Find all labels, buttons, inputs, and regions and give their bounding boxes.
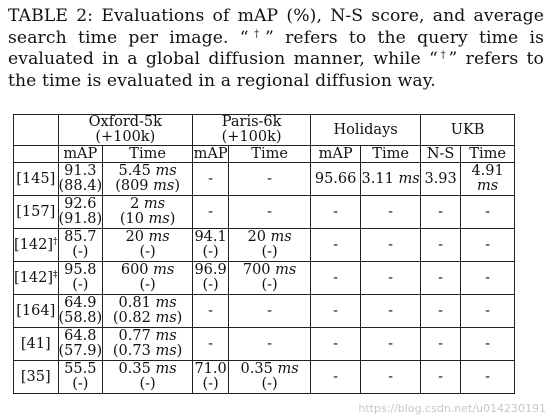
value-main: 64.8 [64,328,97,344]
method-ref: [164] [16,302,56,319]
value-main: - [438,203,444,220]
value-cell [311,229,361,262]
value-cell [461,295,515,328]
value-sub: (-) [202,277,219,293]
value-main: 20 ms [125,229,170,245]
value-cell [461,262,515,295]
value-sub: (0.73 ms) [112,343,183,359]
value-cell [421,361,461,394]
value-main: - [438,368,444,385]
value-main: 96.9 [194,262,227,278]
unit-ms: ms [155,163,177,179]
value-cell [311,361,361,394]
unit-ms: ms [277,361,299,377]
method-ref: [142] [14,269,53,286]
value-cell [103,163,193,196]
table-caption [8,6,544,92]
value-cell [58,361,103,394]
caption-mark2: † [437,50,449,61]
header-dataset: Paris-6k (+100k) [193,115,311,146]
value-cell [103,196,193,229]
method-ref: [41] [20,335,51,352]
method-mark: ‡ [53,269,58,280]
value-cell [103,229,193,262]
value-cell [421,196,461,229]
value-cell [58,229,103,262]
value-main: - [388,236,394,253]
table-row [14,229,515,262]
value-cell [361,262,421,295]
table-row [14,262,515,295]
value-main: - [388,203,394,220]
header-row-metrics [14,146,515,163]
value-cell [361,163,421,196]
caption-part3: ” refers to the time is evaluated in a regional diffusion way. [8,49,544,91]
caption-part2: ” refers to the query time is evaluated in a global diffusion manner, while “ [8,27,544,69]
value-main: 91.3 [64,163,97,179]
value-sub: (10 ms) [119,211,176,227]
unit-ms: ms [398,170,420,187]
value-main: - [485,302,491,319]
method-ref: [142] [14,236,53,253]
method-mark: † [53,236,58,247]
value-main: 0.35 ms [118,361,177,377]
value-main: - [333,335,339,352]
value-main: 95.66 [314,170,357,187]
value-main: - [267,203,273,220]
value-main: - [438,335,444,352]
value-cell [311,295,361,328]
method-ref: [145] [16,170,56,187]
value-main: - [208,335,214,352]
value-cell [421,262,461,295]
value-cell [58,328,103,361]
table-row [14,295,515,328]
value-main: 0.35 ms [240,361,299,377]
table-row [14,196,515,229]
results-table-wrapper [13,114,515,394]
value-cell [103,262,193,295]
unit-ms: ms [270,229,292,245]
value-cell [103,295,193,328]
value-cell [421,163,461,196]
value-main: 85.7 [64,229,97,245]
value-cell [311,262,361,295]
value-sub: (-) [202,376,219,392]
table-row [14,328,515,361]
value-main: 5.45 ms [118,163,177,179]
value-cell [229,163,311,196]
value-cell [461,163,515,196]
value-cell [229,295,311,328]
unit-ms: ms [143,196,166,212]
value-cell [229,361,311,394]
value-cell [193,262,229,295]
value-cell [193,196,229,229]
value-sub: (-) [202,244,219,260]
value-cell [193,328,229,361]
value-main: - [208,302,214,319]
value-sub: (58.8) [58,310,103,326]
value-cell [58,295,103,328]
value-sub: (-) [261,244,278,260]
value-cell [193,163,229,196]
value-cell [229,196,311,229]
value-main: - [438,302,444,319]
value-main: 20 ms [247,229,292,245]
value-main: - [438,269,444,286]
unit-ms: ms [477,178,499,194]
header-metric: mAP [311,146,361,163]
method-cell [14,262,59,295]
value-cell [361,295,421,328]
value-main: 600 ms [120,262,175,278]
method-cell [14,196,59,229]
value-main: - [333,203,339,220]
header-corner [14,115,59,146]
method-cell [14,328,59,361]
value-cell [461,361,515,394]
value-sub: (88.4) [58,178,103,194]
watermark: https://blog.csdn.net/u014230191 [358,402,546,415]
value-main: - [267,302,273,319]
value-cell [58,196,103,229]
unit-ms: ms [153,262,175,278]
table-row [14,361,515,394]
value-cell [311,196,361,229]
value-cell [193,361,229,394]
header-metric: Time [361,146,421,163]
method-ref: [35] [20,368,51,385]
value-main: - [438,236,444,253]
value-sub: (-) [72,277,89,293]
value-main: - [208,170,214,187]
unit-ms: ms [155,295,177,311]
value-sub: (809 ms) [115,178,181,194]
value-cell [311,163,361,196]
value-main: 64.9 [64,295,97,311]
unit-ms: ms [275,262,297,278]
value-cell [229,229,311,262]
caption-part1: TABLE 2: Evaluations of mAP (%), N-S score, and average search time per image. “ [8,6,544,48]
value-main: 94.1 [194,229,227,245]
value-cell [361,361,421,394]
unit-ms: ms [155,310,177,326]
value-main: - [388,335,394,352]
results-table [13,114,515,394]
value-cell [58,163,103,196]
unit-ms: ms [153,178,175,194]
value-main: - [485,236,491,253]
value-sub: (-) [72,244,89,260]
value-main: 700 ms [242,262,297,278]
value-cell [361,328,421,361]
value-main: 3.93 [424,170,457,187]
value-main: - [485,203,491,220]
unit-ms: ms [155,361,177,377]
header-metric: N-S [421,146,461,163]
value-cell [229,328,311,361]
value-cell [421,229,461,262]
unit-ms: ms [155,343,177,359]
unit-ms: ms [148,211,170,227]
caption-mark1: † [248,28,266,40]
unit-ms: ms [155,328,177,344]
value-main: - [485,335,491,352]
value-sub: (91.8) [58,211,103,227]
value-cell [461,229,515,262]
value-main: 3.11 ms [361,170,420,187]
value-main: - [333,368,339,385]
header-dataset: Holidays [311,115,421,146]
value-main: - [267,170,273,187]
value-main: 55.5 [64,361,97,377]
header-metric: Time [103,146,193,163]
value-cell [103,328,193,361]
value-cell [58,262,103,295]
value-cell [421,295,461,328]
value-main: - [333,302,339,319]
method-ref: [157] [16,203,56,220]
value-sub: (-) [139,277,156,293]
value-main: - [485,368,491,385]
value-main: - [267,335,273,352]
value-cell [103,361,193,394]
header-row-datasets [14,115,515,146]
value-cell [421,328,461,361]
value-sub: (-) [261,376,278,392]
method-cell [14,361,59,394]
value-sub: (-) [261,277,278,293]
value-main: - [333,269,339,286]
header-dataset: Oxford-5k (+100k) [58,115,193,146]
unit-ms: ms [148,229,170,245]
value-cell [311,328,361,361]
value-sub: (-) [72,376,89,392]
value-cell [229,262,311,295]
value-main: 4.91 ms [471,163,504,194]
header-corner-sub [14,146,59,163]
value-main: - [388,269,394,286]
value-main: 95.8 [64,262,97,278]
value-main: 71.0 [194,361,227,377]
value-sub: (-) [139,376,156,392]
value-main: - [333,236,339,253]
header-metric: mAP [58,146,103,163]
value-sub: (57.9) [58,343,103,359]
value-sub: (0.82 ms) [112,310,183,326]
method-cell [14,163,59,196]
method-cell [14,229,59,262]
method-cell [14,295,59,328]
value-main: 92.6 [64,196,97,212]
value-cell [461,328,515,361]
header-metric: mAP [193,145,228,162]
header-metric: Time [229,146,311,163]
table-row [14,163,515,196]
value-cell [461,196,515,229]
value-cell [361,229,421,262]
value-main: - [388,302,394,319]
header-metric: Time [461,146,515,163]
value-main: - [388,368,394,385]
value-main: - [485,269,491,286]
value-cell [361,196,421,229]
value-main: 0.81 ms [118,295,177,311]
value-sub: (-) [139,244,156,260]
value-main: 0.77 ms [118,328,177,344]
value-main: 2 ms [130,196,166,212]
value-cell [193,229,229,262]
header-dataset: UKB [421,115,515,146]
value-cell [193,295,229,328]
value-main: - [208,203,214,220]
